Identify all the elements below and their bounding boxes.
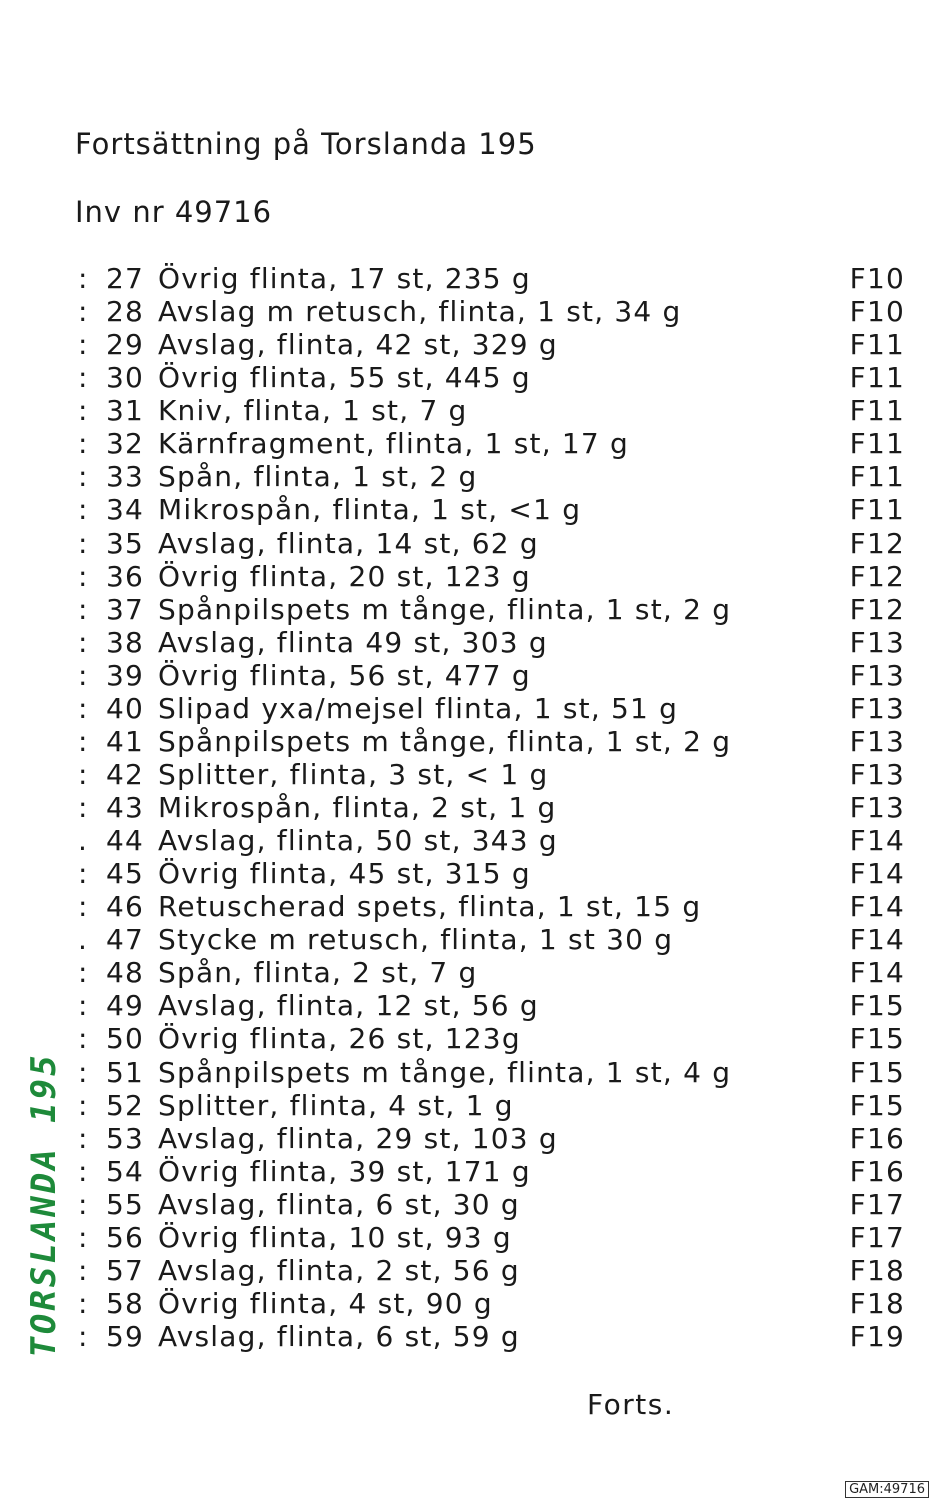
item-marker: : [78,526,89,560]
item-marker: : [78,295,89,329]
item-description: Kniv, flinta, 1 st, 7 g [158,394,468,428]
item-code: F11 [849,394,905,428]
item-description: Övrig flinta, 4 st, 90 g [158,1286,493,1320]
item-number: 46 [106,890,145,924]
item-description: Avslag, flinta, 6 st, 30 g [158,1187,520,1221]
item-number: 44 [106,824,145,858]
item-description: Splitter, flinta, 3 st, < 1 g [158,757,549,791]
list-item [0,460,933,493]
item-number: 53 [106,1121,145,1155]
item-number: 47 [106,923,145,957]
item-description: Mikrospån, flinta, 1 st, <1 g [158,493,582,527]
item-number: 45 [106,857,145,891]
item-marker: : [78,956,89,990]
list-item [0,1022,933,1055]
item-description: Avslag, flinta 49 st, 303 g [158,625,548,659]
item-description: Splitter, flinta, 4 st, 1 g [158,1088,514,1122]
document-title: Fortsättning på Torslanda 195 [75,127,537,161]
item-marker: : [78,1220,89,1254]
item-marker: : [78,1320,89,1353]
list-item [0,1089,933,1122]
item-code: F12 [849,526,905,560]
item-marker: . [78,923,89,957]
item-marker: : [78,890,89,924]
item-marker: : [78,1253,89,1287]
item-marker: : [78,757,89,791]
item-code: F18 [849,1286,905,1320]
list-item [0,758,933,791]
list-item [0,560,933,593]
item-code: F10 [849,262,905,295]
list-item [0,923,933,956]
item-description: Avslag, flinta, 50 st, 343 g [158,824,558,858]
item-code: F17 [849,1187,905,1221]
list-item [0,1320,933,1353]
item-code: F15 [849,1055,905,1089]
item-marker: : [78,1286,89,1320]
item-code: F13 [849,625,905,659]
item-description: Retuscherad spets, flinta, 1 st, 15 g [158,890,702,924]
item-description: Övrig flinta, 56 st, 477 g [158,658,531,692]
list-item [0,824,933,857]
list-item [0,857,933,890]
item-marker: : [78,1187,89,1221]
item-code: F13 [849,757,905,791]
item-marker: : [78,592,89,626]
item-description: Spån, flinta, 2 st, 7 g [158,956,478,990]
item-code: F17 [849,1220,905,1254]
list-item [0,725,933,758]
item-description: Avslag, flinta, 14 st, 62 g [158,526,539,560]
item-code: F11 [849,427,905,461]
item-code: F12 [849,559,905,593]
item-description: Övrig flinta, 26 st, 123g [158,1022,521,1056]
item-marker: : [78,328,89,362]
item-marker: : [78,658,89,692]
item-description: Övrig flinta, 55 st, 445 g [158,361,531,395]
item-number: 49 [106,989,145,1023]
item-number: 40 [106,691,145,725]
item-marker: : [78,1055,89,1089]
list-item [0,1056,933,1089]
item-marker: : [78,1154,89,1188]
item-code: F16 [849,1154,905,1188]
item-code: F13 [849,724,905,758]
item-marker: : [78,1121,89,1155]
list-item [0,527,933,560]
item-description: Mikrospån, flinta, 2 st, 1 g [158,791,557,824]
item-marker: . [78,824,89,858]
item-number: 52 [106,1088,145,1122]
list-item [0,262,933,295]
item-number: 56 [106,1220,145,1254]
item-code: F12 [849,592,905,626]
list-item [0,1221,933,1254]
item-description: Avslag m retusch, flinta, 1 st, 34 g [158,295,682,329]
list-item [0,394,933,427]
item-number: 35 [106,526,145,560]
item-description: Avslag, flinta, 42 st, 329 g [158,328,558,362]
list-item [0,1254,933,1287]
item-code: F11 [849,361,905,395]
item-description: Övrig flinta, 20 st, 123 g [158,559,531,593]
continued-label: Forts. [587,1388,675,1421]
item-description: Avslag, flinta, 2 st, 56 g [158,1253,520,1287]
item-marker: : [78,559,89,593]
item-code: F15 [849,1022,905,1056]
item-number: 31 [106,394,145,428]
handwritten-annotation: TORSLANDA 195 [24,1052,64,1358]
item-marker: : [78,262,89,295]
item-code: F10 [849,295,905,329]
item-code: F19 [849,1320,905,1353]
item-code: F11 [849,328,905,362]
item-code: F14 [849,857,905,891]
item-code: F14 [849,824,905,858]
item-code: F15 [849,1088,905,1122]
list-item [0,295,933,328]
item-marker: : [78,857,89,891]
item-number: 29 [106,328,145,362]
item-code: F18 [849,1253,905,1287]
item-code: F13 [849,691,905,725]
item-number: 58 [106,1286,145,1320]
item-description: Avslag, flinta, 29 st, 103 g [158,1121,558,1155]
item-number: 30 [106,361,145,395]
item-number: 34 [106,493,145,527]
item-description: Övrig flinta, 45 st, 315 g [158,857,531,891]
list-item [0,989,933,1022]
item-marker: : [78,625,89,659]
item-number: 54 [106,1154,145,1188]
list-item [0,956,933,989]
item-number: 57 [106,1253,145,1287]
item-number: 39 [106,658,145,692]
item-code: F15 [849,989,905,1023]
item-description: Övrig flinta, 39 st, 171 g [158,1154,531,1188]
item-marker: : [78,1022,89,1056]
item-number: 59 [106,1320,145,1353]
item-number: 28 [106,295,145,329]
item-number: 55 [106,1187,145,1221]
item-description: Spånpilspets m tånge, flinta, 1 st, 2 g [158,592,732,626]
item-code: F11 [849,493,905,527]
item-code: F13 [849,658,905,692]
inventory-number: Inv nr 49716 [75,195,273,229]
item-description: Spånpilspets m tånge, flinta, 1 st, 2 g [158,724,732,758]
list-item [0,593,933,626]
list-item [0,692,933,725]
item-marker: : [78,460,89,494]
item-description: Övrig flinta, 17 st, 235 g [158,262,531,295]
item-marker: : [78,361,89,395]
list-item [0,493,933,526]
item-marker: : [78,427,89,461]
item-marker: : [78,989,89,1023]
list-item [0,1122,933,1155]
item-description: Slipad yxa/mejsel flinta, 1 st, 51 g [158,691,679,725]
item-code: F14 [849,956,905,990]
list-item [0,1188,933,1221]
item-number: 48 [106,956,145,990]
list-item [0,890,933,923]
archive-stamp: GAM:49716 [845,1481,929,1498]
item-code: F13 [849,791,905,824]
item-description: Avslag, flinta, 12 st, 56 g [158,989,539,1023]
item-description: Kärnfragment, flinta, 1 st, 17 g [158,427,630,461]
list-item [0,626,933,659]
item-number: 42 [106,757,145,791]
list-item [0,361,933,394]
item-number: 37 [106,592,145,626]
item-marker: : [78,394,89,428]
list-item [0,427,933,460]
list-item [0,328,933,361]
item-marker: : [78,691,89,725]
item-description: Spånpilspets m tånge, flinta, 1 st, 4 g [158,1055,732,1089]
item-code: F11 [849,460,905,494]
item-list [0,262,933,1353]
item-marker: : [78,493,89,527]
item-description: Avslag, flinta, 6 st, 59 g [158,1320,520,1353]
item-number: 43 [106,791,145,824]
item-number: 32 [106,427,145,461]
item-number: 41 [106,724,145,758]
item-number: 36 [106,559,145,593]
list-item [0,1287,933,1320]
item-description: Övrig flinta, 10 st, 93 g [158,1220,512,1254]
list-item [0,791,933,824]
item-number: 50 [106,1022,145,1056]
item-marker: : [78,791,89,824]
item-number: 38 [106,625,145,659]
item-code: F14 [849,923,905,957]
list-item [0,659,933,692]
item-marker: : [78,1088,89,1122]
item-description: Stycke m retusch, flinta, 1 st 30 g [158,923,674,957]
list-item [0,1155,933,1188]
item-number: 33 [106,460,145,494]
item-number: 51 [106,1055,145,1089]
item-marker: : [78,724,89,758]
item-number: 27 [106,262,145,295]
item-code: F16 [849,1121,905,1155]
item-code: F14 [849,890,905,924]
item-description: Spån, flinta, 1 st, 2 g [158,460,478,494]
